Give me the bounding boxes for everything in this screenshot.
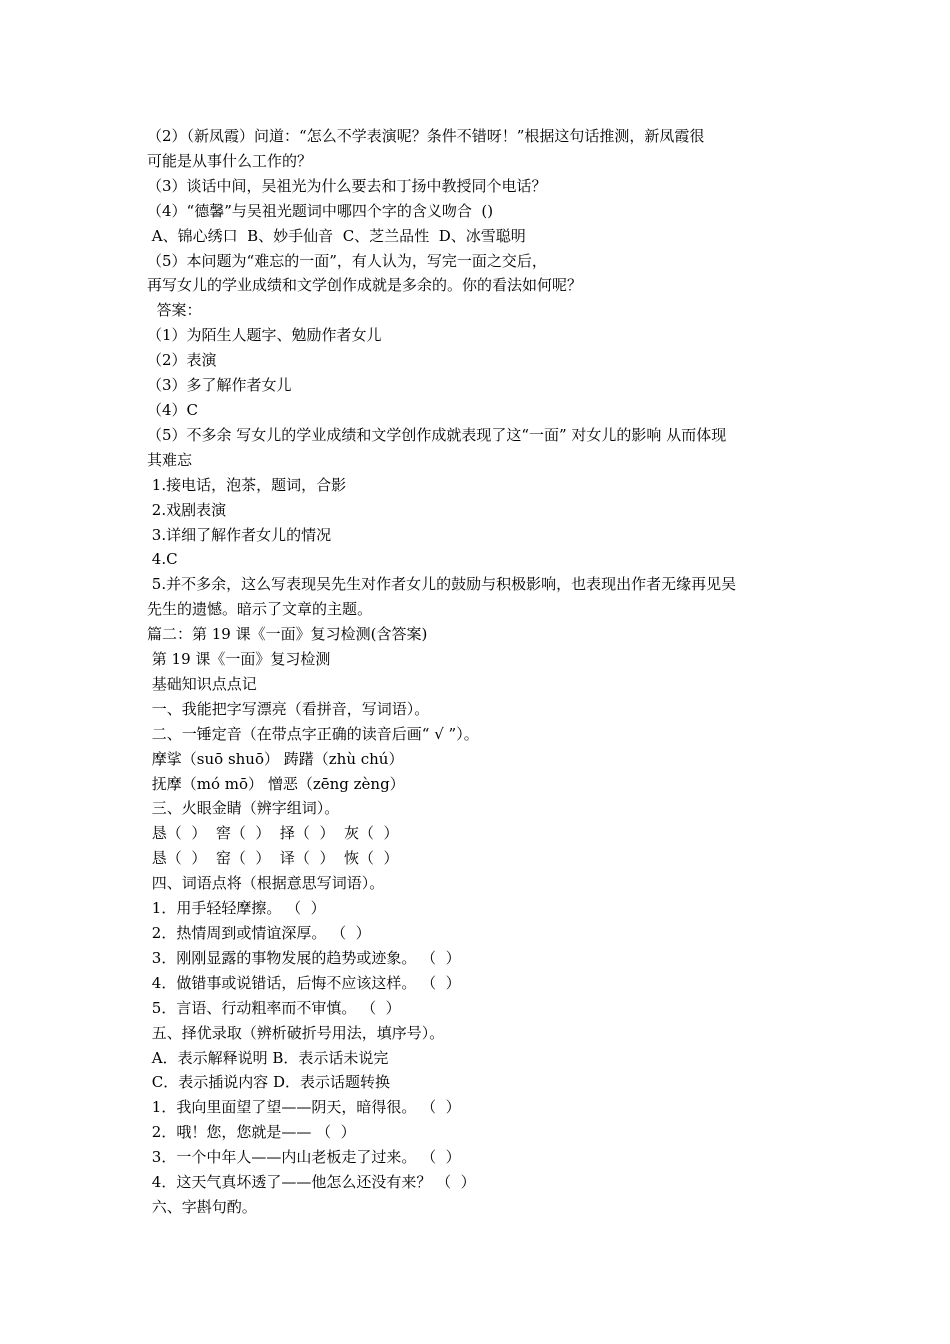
question-5: （5）本问题为“难忘的一面”，有人认为，写完一面之交后， (147, 251, 547, 270)
char-row-2: 恳（ ） 窑（ ） 译（ ） 恢（ ） (147, 849, 399, 868)
part-5-options-ab: A．表示解释说明 B．表示话未说完 (147, 1048, 389, 1067)
part-5-heading: 五、择优录取（辨析破折号用法，填序号）。 (147, 1023, 445, 1042)
document-body (147, 124, 817, 1220)
char-row-1: 恳（ ） 窖（ ） 择（ ） 灰（ ） (147, 824, 399, 843)
part-3-heading: 三、火眼金睛（辨字组词）。 (147, 799, 340, 818)
part-2-heading: 二、一锤定音（在带点字正确的读音后画“ √ ”）。 (147, 724, 479, 743)
alt-answer-2: 2.戏剧表演 (147, 500, 227, 519)
answer-1: （1）为陌生人题字、勉励作者女儿 (147, 326, 382, 345)
part-4-item-4: 4．做错事或说错话，后悔不应该这样。 （ ） (147, 973, 461, 992)
question-2-continued: 可能是从事什么工作的？ (147, 151, 313, 170)
question-5-continued: 再写女儿的学业成绩和文学创作成就是多余的。你的看法如何呢？ (147, 276, 583, 295)
part-4-item-2: 2．热情周到或情谊深厚。 （ ） (147, 924, 371, 942)
part-4-item-1: 1．用手轻轻摩擦。 （ ） (147, 899, 326, 918)
part-4-item-3: 3．刚刚显露的事物发展的趋势或迹象。 （ ） (147, 948, 461, 967)
basic-knowledge-heading: 基础知识点点记 (147, 674, 257, 693)
part-5-item-2: 2．哦！您，您就是—— （ ） (147, 1123, 356, 1142)
answer-heading: 答案： (147, 301, 202, 320)
answer-5: （5）不多余 写女儿的学业成绩和文学创作成就表现了这“一面” 对女儿的影响 从而体现 (147, 425, 727, 444)
part-5-item-1: 1．我向里面望了望——阴天，暗得很。 （ ） (147, 1098, 461, 1117)
pinyin-row-1: 摩挲（suō shuō） 踌躇（zhù chú） (147, 749, 404, 768)
section-title: 篇二：第 19 课《一面》复习检测(含答案) (147, 625, 428, 644)
alt-answer-5: 5.并不多余，这么写表现吴先生对作者女儿的鼓励与积极影响，也表现出作者无缘再见吴 (147, 575, 737, 594)
part-5-item-4: 4．这天气真坏透了——他怎么还没有来？ （ ） (147, 1173, 476, 1192)
part-4-heading: 四、词语点将（根据意思写词语）。 (147, 874, 385, 893)
alt-answer-5-continued: 先生的遗憾。暗示了文章的主题。 (147, 600, 373, 619)
part-6-heading: 六、字斟句酌。 (147, 1197, 257, 1216)
answer-3: （3）多了解作者女儿 (147, 376, 292, 395)
answer-5-continued: 其难忘 (147, 450, 193, 469)
part-1-heading: 一、我能把字写漂亮（看拼音，写词语）。 (147, 699, 430, 718)
alt-answer-3: 3.详细了解作者女儿的情况 (147, 525, 332, 544)
pinyin-row-2: 抚摩（mó mō） 憎恶（zēng zèng） (147, 774, 405, 793)
part-5-item-3: 3．一个中年人——内山老板走了过来。 （ ） (147, 1148, 461, 1167)
alt-answer-4: 4.C (147, 550, 178, 569)
question-4: （4）“德馨”与吴祖光题词中哪四个字的含义吻合 () (147, 201, 494, 220)
question-4-options: A、锦心绣口 B、妙手仙音 C、芝兰品性 D、冰雪聪明 (147, 226, 526, 245)
question-2: （2）（新凤霞）问道：“怎么不学表演呢？条件不错呀！”根据这句话推测，新凤霞很 (147, 127, 705, 145)
alt-answer-1: 1.接电话，泡茶，题词，合影 (147, 475, 347, 494)
answer-4: （4）C (147, 400, 199, 419)
part-4-item-5: 5．言语、行动粗率而不审慎。 （ ） (147, 998, 401, 1017)
lesson-title: 第 19 课《一面》复习检测 (147, 650, 331, 669)
answer-2: （2）表演 (147, 351, 217, 370)
question-3: （3）谈话中间，吴祖光为什么要去和丁扬中教授同个电话？ (147, 176, 547, 195)
part-5-options-cd: C．表示插说内容 D．表示话题转换 (147, 1073, 391, 1092)
